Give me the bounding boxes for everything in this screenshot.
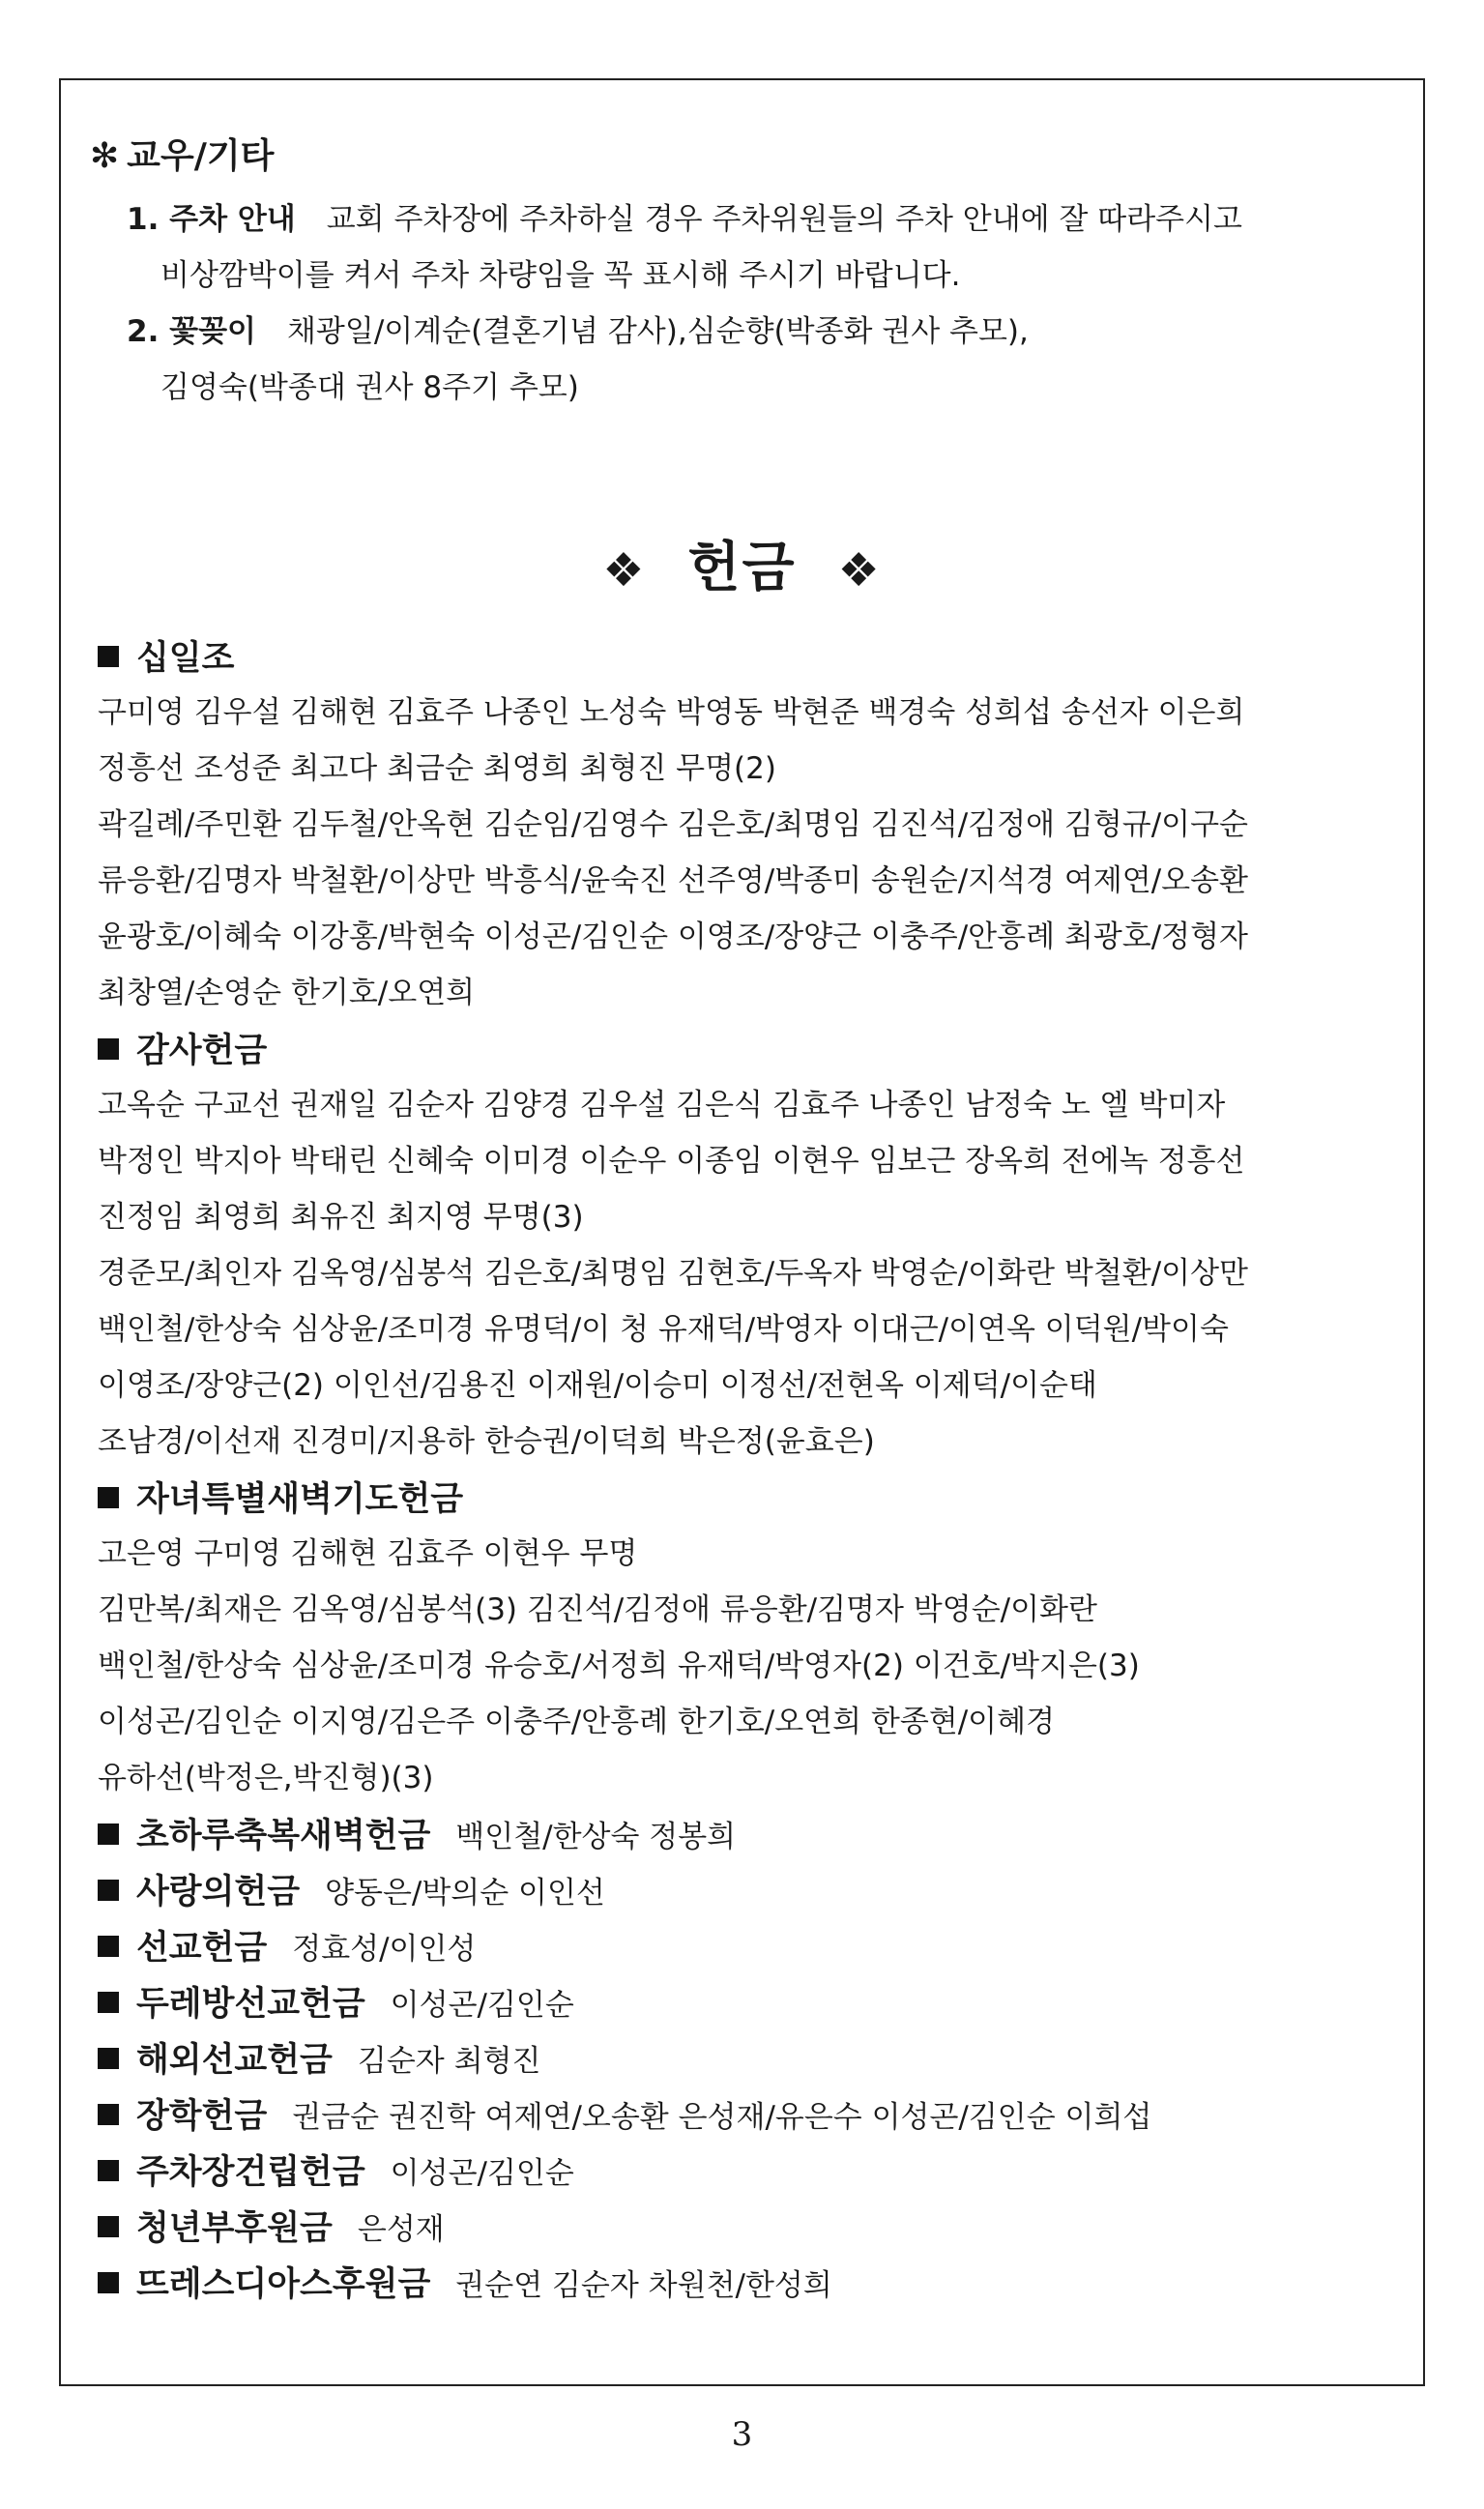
section-heading xyxy=(98,2033,540,2082)
square-bullet-icon xyxy=(98,1992,119,2013)
square-bullet-icon xyxy=(98,2272,119,2293)
section-names: 이성곤/김인순 xyxy=(390,2156,574,2191)
notices-header xyxy=(90,129,274,178)
name-line: 곽길례/주민환 김두철/안옥현 김순임/김영수 김은호/최명임 김진석/김정애 김형규/이구순 xyxy=(98,807,1248,842)
section-names: 양동은/박의순 이인선 xyxy=(325,1876,605,1911)
section-title: 자녀특별새벽기도헌금 xyxy=(136,1480,464,1519)
square-bullet-icon xyxy=(98,1038,119,1060)
section-heading xyxy=(98,1977,574,2026)
square-bullet-icon xyxy=(98,646,119,667)
section-names: 정효성/이인성 xyxy=(292,1932,477,1967)
asterisk-icon: ✻ xyxy=(90,136,120,176)
notice-label: 1. 주차 안내 xyxy=(127,202,296,237)
section-title: 청년부후원금 xyxy=(136,2209,333,2248)
section-heading xyxy=(98,2089,1151,2138)
name-line: 경준모/최인자 김옥영/심봉석 김은호/최명임 김현호/두옥자 박영순/이화란 박철환/이상만 xyxy=(98,1256,1248,1291)
section-title: 해외선교헌금 xyxy=(136,2041,333,2080)
name-line: 고옥순 구교선 권재일 김순자 김양경 김우설 김은식 김효주 나종인 남정숙 노 엘 박미자 xyxy=(98,1088,1226,1123)
section-names: 이성곤/김인순 xyxy=(390,1988,574,2023)
section-heading xyxy=(98,1865,605,1913)
section-title: 초하루축복새벽헌금 xyxy=(136,1817,431,1855)
name-line: 류응환/김명자 박철환/이상만 박흥식/윤숙진 선주영/박종미 송원순/지석경 여제연/오송환 xyxy=(98,863,1248,898)
name-line: 윤광호/이혜숙 이강홍/박현숙 이성곤/김인순 이영조/장양근 이충주/안흥례 최광호/정형자 xyxy=(98,919,1248,954)
name-line: 구미영 김우설 김해현 김효주 나종인 노성숙 박영동 박현준 백경숙 성희섭 송선자 이은희 xyxy=(98,695,1245,730)
square-bullet-icon xyxy=(98,1823,119,1845)
section-heading xyxy=(98,1473,463,1521)
name-line: 조남경/이선재 진경미/지용하 한승권/이덕희 박은정(윤효은) xyxy=(98,1424,875,1459)
section-title: 사랑의헌금 xyxy=(136,1873,301,1911)
section-title: 감사헌금 xyxy=(136,1032,268,1070)
section-title: 뜨레스디아스후원금 xyxy=(136,2265,431,2304)
section-heading xyxy=(98,1809,736,1857)
name-line: 최창열/손영순 한기호/오연희 xyxy=(98,976,476,1010)
square-bullet-icon xyxy=(98,2048,119,2069)
notice-text-cont: 김영숙(박종대 권사 8주기 추모) xyxy=(160,370,579,405)
square-bullet-icon xyxy=(98,1880,119,1901)
name-line: 박정인 박지아 박태린 신혜숙 이미경 이순우 이종임 이현우 임보근 장옥희 전에녹 정흥선 xyxy=(98,1144,1245,1179)
notice-label: 2. 꽃꽂이 xyxy=(127,314,256,349)
notice-item xyxy=(127,306,1029,350)
notice-item xyxy=(127,194,1242,238)
square-bullet-icon xyxy=(98,1936,119,1957)
diamond-ornament-icon: ❖ xyxy=(837,543,882,598)
section-title: 십일조 xyxy=(136,639,235,678)
section-heading xyxy=(98,2145,574,2194)
name-line: 이성곤/김인순 이지영/김은주 이충주/안흥례 한기호/오연희 한종현/이혜경 xyxy=(98,1705,1056,1739)
offering-title-label: 헌금 xyxy=(687,537,797,599)
name-line: 이영조/장양근(2) 이인선/김용진 이재원/이승미 이정선/전현옥 이제덕/이순태 xyxy=(98,1368,1097,1403)
section-names: 권금순 권진학 여제연/오송환 은성재/유은수 이성곤/김인순 이희섭 xyxy=(292,2100,1152,2135)
page-number: 3 xyxy=(731,2415,753,2454)
section-title: 두레방선교헌금 xyxy=(136,1985,365,2024)
section-names: 권순연 김순자 차원천/한성희 xyxy=(455,2268,832,2303)
diamond-ornament-icon: ❖ xyxy=(602,543,647,598)
section-heading xyxy=(98,631,234,680)
name-line: 고은영 구미영 김해현 김효주 이현우 무명 xyxy=(98,1536,638,1571)
section-heading xyxy=(98,1921,476,1969)
section-heading xyxy=(98,2258,832,2306)
name-line: 진정임 최영희 최유진 최지영 무명(3) xyxy=(98,1200,584,1235)
section-names: 은성재 xyxy=(357,2212,445,2247)
name-line: 정흥선 조성준 최고다 최금순 최영희 최형진 무명(2) xyxy=(98,751,776,786)
notices-header-label: 교우/기타 xyxy=(127,136,275,176)
square-bullet-icon xyxy=(98,2104,119,2125)
square-bullet-icon xyxy=(98,2160,119,2181)
section-heading xyxy=(98,1024,267,1072)
name-line: 유하선(박정은,박진형)(3) xyxy=(98,1761,434,1795)
bulletin-frame xyxy=(59,78,1425,2386)
square-bullet-icon xyxy=(98,1487,119,1508)
section-title: 주차장건립헌금 xyxy=(136,2153,365,2192)
offering-title xyxy=(61,525,1423,602)
notice-text: 채광일/이계순(결혼기념 감사),심순향(박종화 권사 추모), xyxy=(286,314,1029,349)
section-title: 장학헌금 xyxy=(136,2097,268,2136)
square-bullet-icon xyxy=(98,2216,119,2237)
name-line: 백인철/한상숙 심상윤/조미경 유승호/서정희 유재덕/박영자(2) 이건호/박지은(3) xyxy=(98,1648,1140,1683)
name-line: 백인철/한상숙 심상윤/조미경 유명덕/이 청 유재덕/박영자 이대근/이연옥 이덕원/박이숙 xyxy=(98,1312,1229,1347)
section-names: 백인철/한상숙 정봉희 xyxy=(455,1820,737,1854)
name-line: 김만복/최재은 김옥영/심봉석(3) 김진석/김정애 류응환/김명자 박영순/이화란 xyxy=(98,1592,1097,1627)
notice-text-cont: 비상깜박이를 켜서 주차 차량임을 꼭 표시해 주시기 바랍니다. xyxy=(160,258,961,293)
notice-text: 교회 주차장에 주차하실 경우 주차위원들의 주차 안내에 잘 따라주시고 xyxy=(326,202,1242,237)
section-heading xyxy=(98,2202,445,2250)
section-names: 김순자 최형진 xyxy=(357,2044,541,2079)
section-title: 선교헌금 xyxy=(136,1929,268,1968)
